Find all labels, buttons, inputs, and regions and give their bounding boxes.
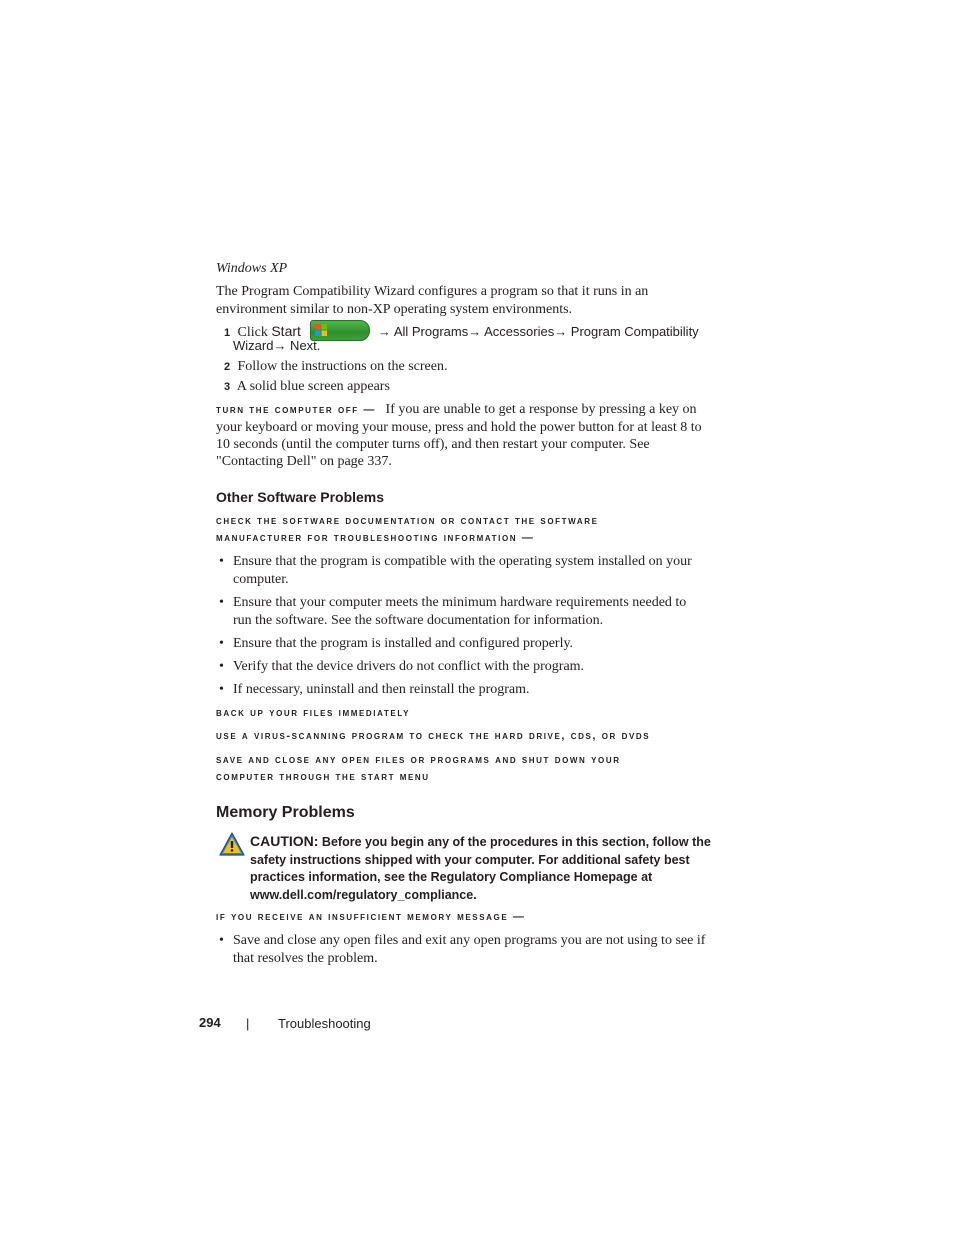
caution-link[interactable]: www.dell.com/regulatory_compliance. — [250, 887, 477, 902]
bullet-dot: • — [219, 659, 224, 674]
caution-text-2: safety instructions shipped with your computer. For additional safety best — [250, 852, 690, 867]
bullet-dot: • — [219, 554, 224, 569]
list-item — [219, 553, 713, 588]
step-3 — [224, 378, 390, 397]
windows-flag-icon — [315, 324, 327, 336]
turn-off-text-1: If you are unable to get a response by pressing a key on — [385, 402, 697, 417]
bullet-dot: • — [219, 595, 224, 610]
bullet-line-2: computer. — [233, 571, 289, 587]
turn-off-text-4: "Contacting Dell" on page 337. — [216, 454, 392, 469]
caution-label: CAUTION: — [250, 833, 319, 849]
bullet-dot: • — [219, 682, 224, 697]
insufficient-memory-heading: if you receive an insufficient memory message — — [216, 911, 526, 923]
bullet-line-1: Ensure that the program is compatible with the operating system installed on your — [233, 554, 692, 569]
turn-off-heading: turn the computer off — — [216, 404, 377, 416]
step-path-line1: → All Programs→ Accessories→ Program Compatibility — [377, 324, 699, 339]
check-documentation-heading-1: check the software documentation or contact the software — [216, 515, 599, 527]
bullet-dot: • — [219, 933, 224, 948]
save-close-heading-2: computer through the start menu — [216, 771, 430, 783]
section-label: Windows XP — [216, 261, 288, 276]
save-close-heading-1: save and close any open files or programs and shut down your — [216, 754, 621, 766]
bullet-line-1: Verify that the device drivers do not conflict with the program. — [233, 659, 585, 674]
turn-off-line-1 — [216, 401, 697, 419]
footer-section: Troubleshooting — [278, 1016, 371, 1031]
caution-text-1: Before you begin any of the procedures in this section, follow the — [321, 835, 711, 849]
caution-icon — [219, 832, 245, 861]
page-number: 294 — [199, 1015, 221, 1030]
bullet-line-1: If necessary, uninstall and then reinstall the program. — [233, 682, 530, 697]
virus-scan-heading: use a virus-scanning program to check the hard drive, cds, or dvds — [216, 730, 651, 742]
caution-note — [250, 833, 711, 904]
step-text: A solid blue screen appears — [236, 379, 390, 394]
footer-separator: | — [246, 1016, 250, 1031]
step-click-text: Click — [237, 325, 268, 340]
intro-paragraph: The Program Compatibility Wizard configures a program so that it runs in an environment similar to non-XP operating system environments. — [216, 284, 649, 317]
list-item — [219, 681, 713, 699]
step-number: 2 — [224, 361, 231, 373]
step-text: Follow the instructions on the screen. — [237, 359, 448, 374]
list-item — [219, 635, 713, 653]
list-item — [219, 594, 713, 629]
other-software-title: Other Software Problems — [216, 489, 385, 505]
step-number: 3 — [224, 381, 231, 393]
caution-text-3: practices information, see the Regulatory Compliance Homepage at — [250, 870, 653, 884]
step-1-continued — [233, 337, 320, 356]
bullet-line-2: run the software. See the software documentation for information. — [233, 612, 604, 628]
bullet-line-2: that resolves the problem. — [233, 950, 378, 966]
step-number: 1 — [224, 327, 231, 339]
bullet-line-1: Ensure that your computer meets the minimum hardware requirements needed to — [233, 595, 687, 610]
turn-off-text-3: 10 seconds (until the computer turns off), and then restart your computer. See — [216, 437, 650, 452]
bullet-line-1: Save and close any open files and exit any open programs you are not using to see if — [233, 933, 706, 948]
list-item — [219, 658, 713, 676]
step-2 — [224, 358, 447, 377]
backup-heading: back up your files immediately — [216, 707, 411, 719]
step-path-end: . — [316, 339, 321, 354]
check-documentation-heading-2: manufacturer for troubleshooting information — — [216, 532, 535, 544]
turn-off-text-2: your keyboard or moving your mouse, press and hold the power button for at least 8 to — [216, 420, 702, 435]
step-path-line2: Wizard→ Next — [233, 338, 317, 353]
memory-problems-title: Memory Problems — [216, 804, 355, 821]
start-label: Start — [271, 323, 301, 339]
bullet-line-1: Ensure that the program is installed and configured properly. — [233, 636, 574, 651]
bullet-dot: • — [219, 636, 224, 651]
list-item — [219, 932, 733, 967]
